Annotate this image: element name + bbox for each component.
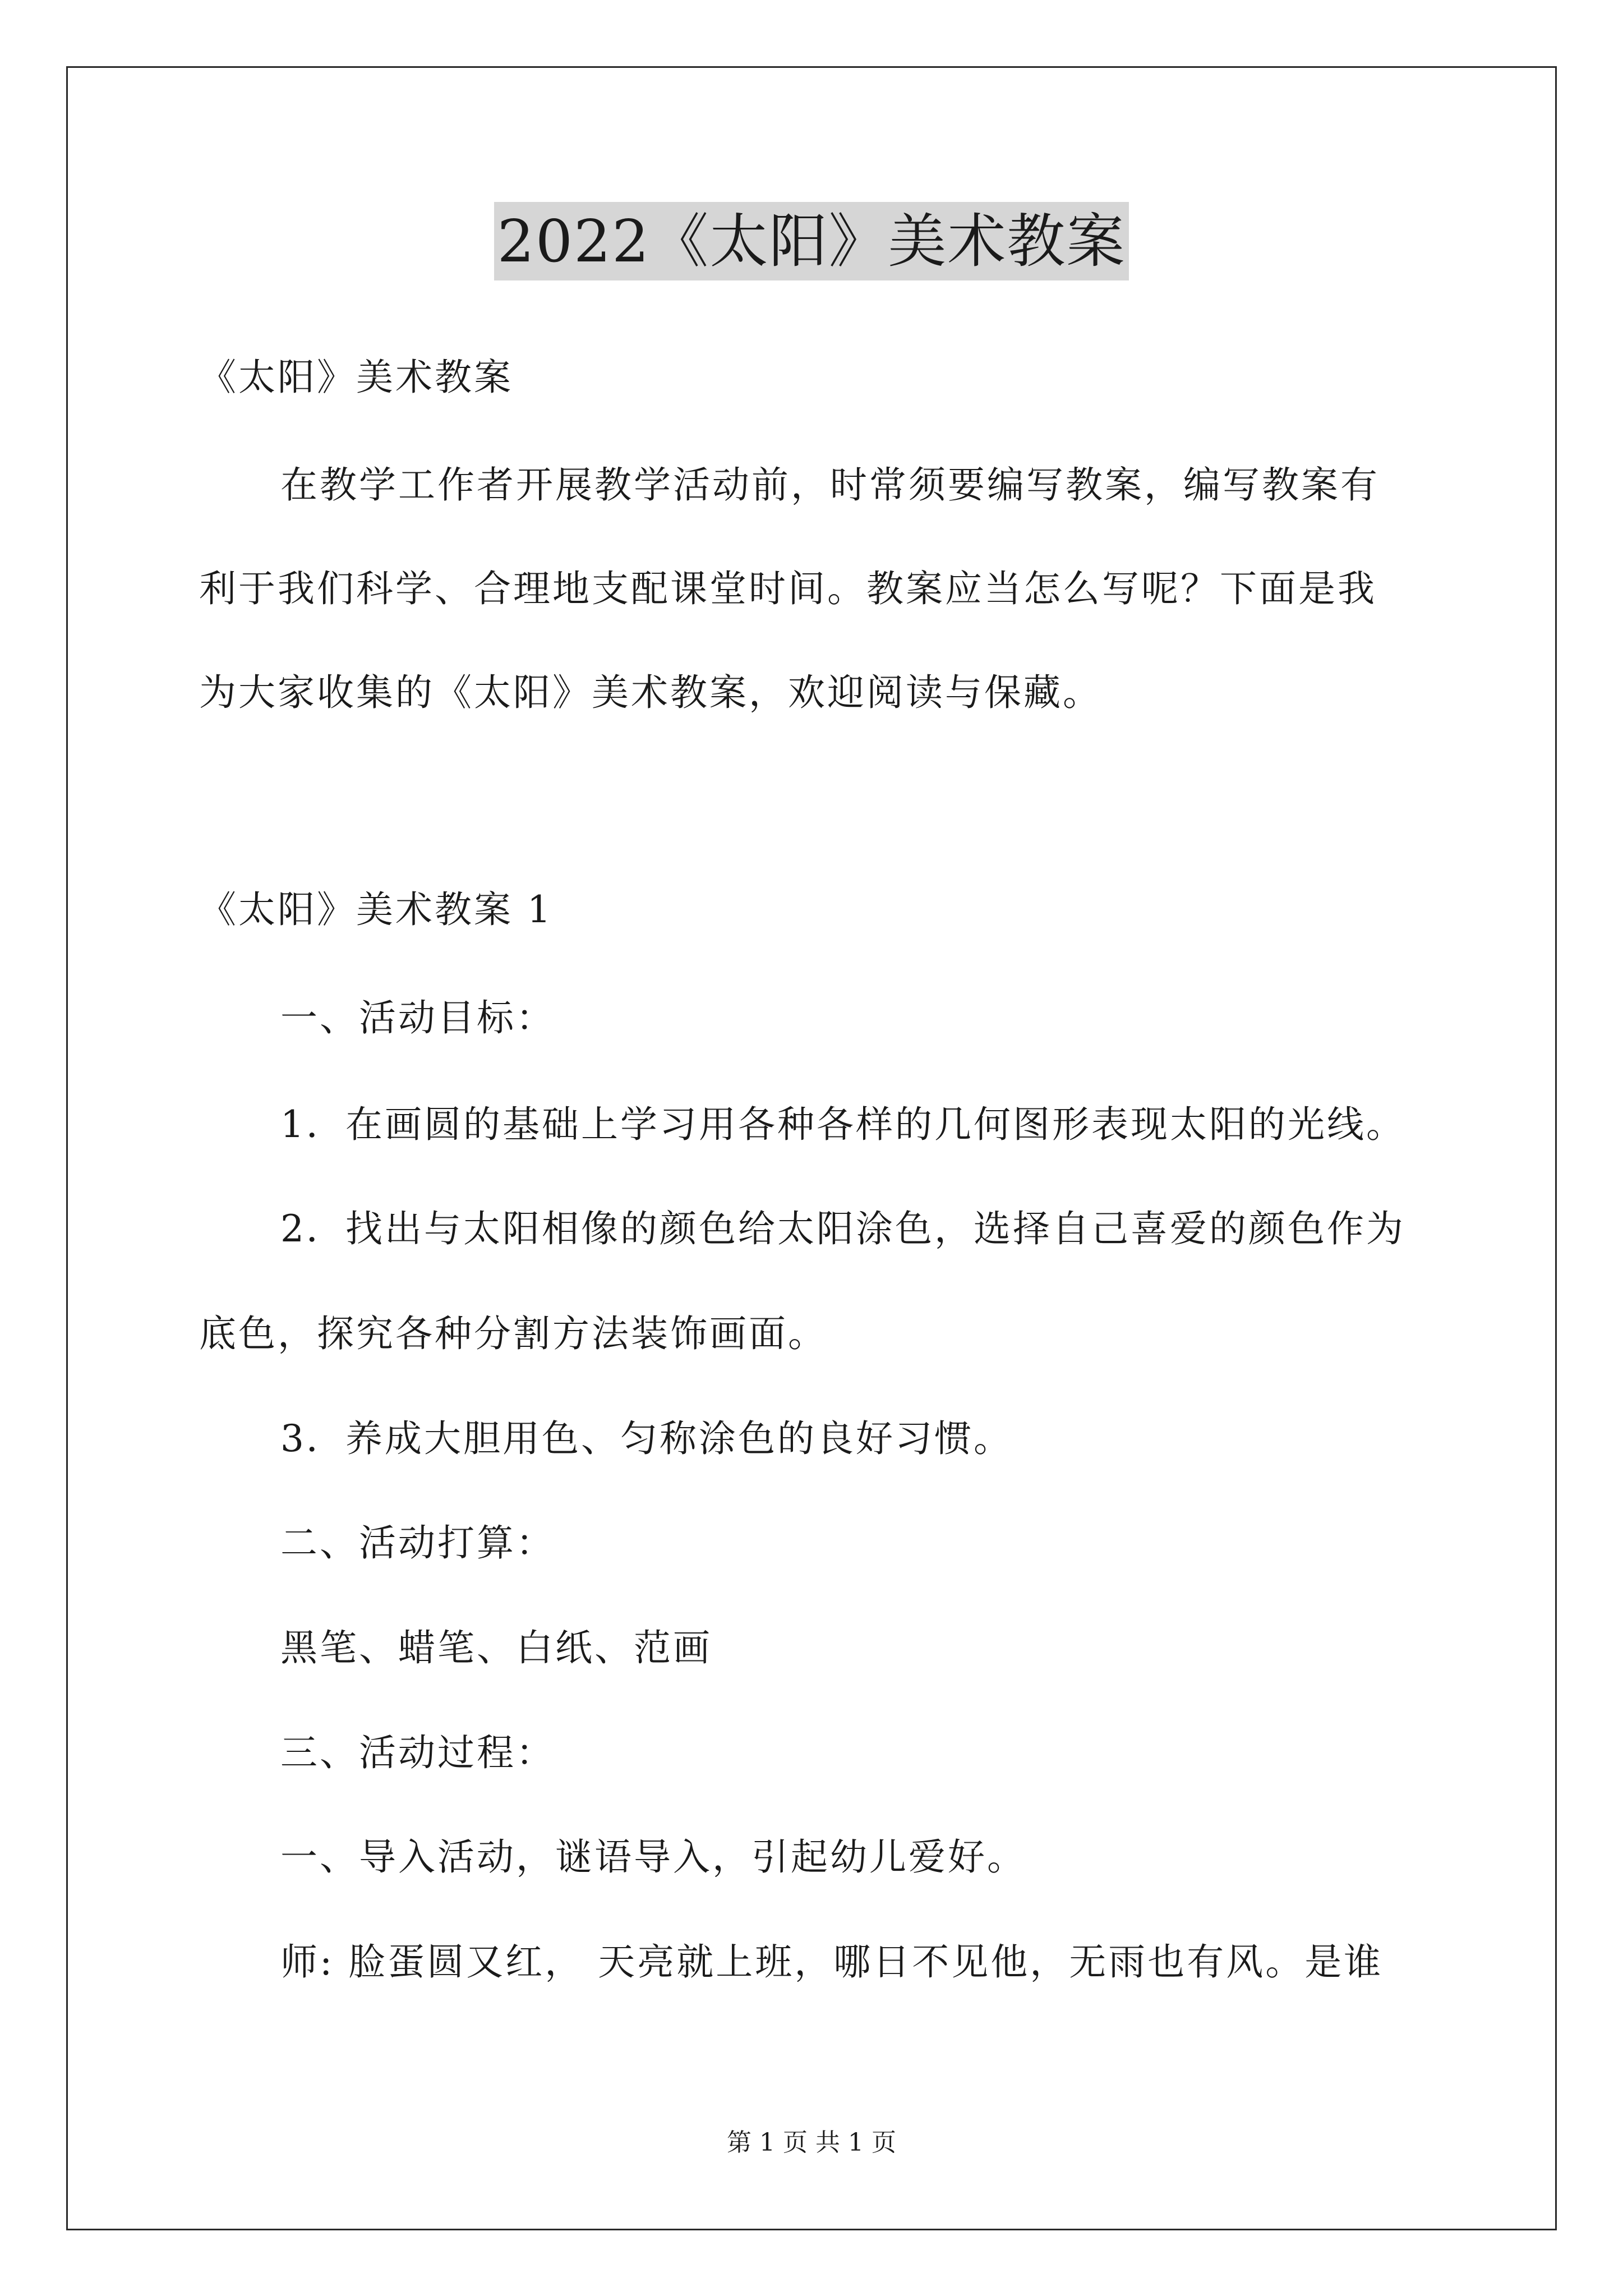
title-container — [0, 202, 1623, 280]
activity-goals-heading: 一、活动目标： — [280, 996, 555, 1039]
page-footer: 第 1 页 共 1 页 — [727, 2128, 896, 2157]
intro-line-1: 在教学工作者开展教学活动前，时常须要编写教案，编写教案有 — [280, 463, 1380, 507]
goal-item-3: 3．养成大胆用色、匀称涂色的良好习惯。 — [280, 1417, 1013, 1460]
process-step-1: 一、导入活动，谜语导入，引起幼儿爱好。 — [280, 1835, 1026, 1879]
preparation-materials: 黑笔、蜡笔、白纸、范画 — [280, 1626, 712, 1669]
preparation-heading: 二、活动打算： — [280, 1521, 555, 1565]
section-heading-1: 《太阳》美术教案 1 — [199, 888, 553, 931]
document-title: 2022《太阳》美术教案 — [494, 202, 1129, 280]
teacher-riddle-line: 师: 脸蛋圆又红， 天亮就上班，哪日不见他，无雨也有风。是谁 — [280, 1940, 1384, 1984]
goal-item-2: 2．找出与太阳相像的颜色给太阳涂色，选择自己喜爱的颜色作为 — [280, 1207, 1405, 1250]
intro-line-2: 利于我们科学、合理地支配课堂时间。教案应当怎么写呢？下面是我 — [199, 567, 1377, 610]
goal-item-1: 1．在画圆的基础上学习用各种各样的几何图形表现太阳的光线。 — [280, 1103, 1405, 1146]
process-heading: 三、活动过程： — [280, 1731, 555, 1774]
subtitle-line: 《太阳》美术教案 — [199, 356, 513, 399]
goal-item-2-cont: 底色，探究各种分割方法装饰画面。 — [199, 1312, 827, 1355]
intro-line-3: 为大家收集的《太阳》美术教案，欢迎阅读与保藏。 — [199, 671, 1102, 714]
